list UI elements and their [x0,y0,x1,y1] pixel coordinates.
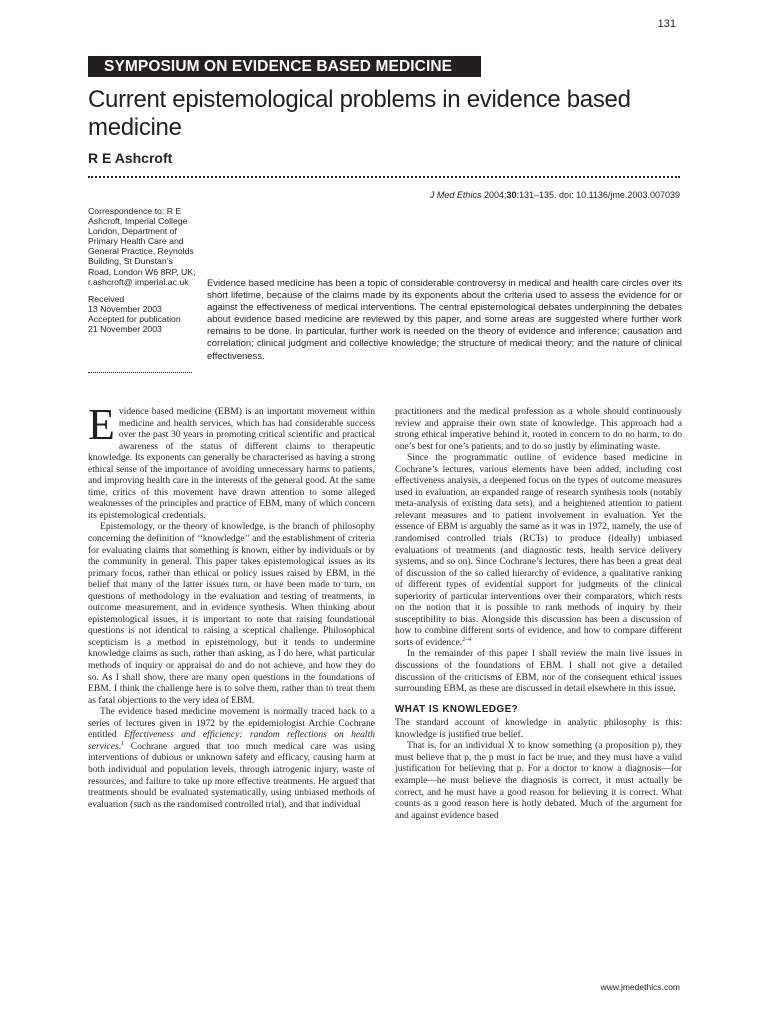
section-banner: SYMPOSIUM ON EVIDENCE BASED MEDICINE [88,56,481,77]
drop-cap: E [88,400,115,449]
paragraph-text: The evidence based medicine movement is normally traced back to a series of lectures given in 1972 by the epidemiologist Archie Cochrane entitled [88,706,375,741]
body-paragraph [395,452,682,648]
body-column-right [395,406,682,821]
body-paragraph: The standard account of knowledge in analytic philosophy is this: knowledge is justified true belief. [395,717,682,740]
article-info-sidebar [88,206,198,334]
abstract: Evidence based medicine has been a topic of considerable controversy in medical and health care circles over its short lifetime, because of the claims made by its exponents about the criteria used to assess the evidence for or against the effectiveness of medical interventions. The central epistemological debates underpinning the debates about evidence based medicine are reviewed by this paper, and some areas are suggested where further work remains to be done. In particular, further work is needed on the theory of evidence and inference; causation and correlation; clinical judgment and collective knowledge; the structure of medical theory; and the nature of clinical effectiveness. [207,278,682,362]
citation-volume: 30 [506,190,517,200]
page-number: 131 [657,18,676,30]
body-paragraph: That is, for an individual X to know something (a proposition p), they must believe that p, the p must in fact be true, and they must have a valid justification for believing that p. For a doctor to know a diagnosis—for example—he must believe the diagnosis is correct, it must actually be correct, and he must have a good reason for believing it is correct. What counts as a good reason here is hotly debated. Much of the argument for and against evidence based [395,740,682,821]
body-paragraph: Epistemology, or the theory of knowledge, is the branch of philosophy concerning the definition of ‘‘knowledge’’ and the establishment of criteria for evaluating claims that something is known, either by individuals or by the community in general. This paper takes epistemological issues as its primary focus, rather than ethical or policy issues raised by EBM, in the belief that many of the latter issues turn, or have been made to turn, on questions of methodology in the evaluation and testing of treatments, in outcome measurement, and in evidence synthesis. When thinking about epistemological issues, it is important to note that raising foundational questions is not identical to raising a sceptical challenge. Philosophical scepticism is a method in epistemology, but it tends to undermine knowledge claims as such, rather than asking, as I do here, what particular methods of inquiry or appraisal do and do not achieve, and how they do so. As I shall show, there are many open questions in the foundations of EBM. I think the challenge here is to solve them, rather than to treat them as fatal objections to the very idea of EBM. [88,521,375,706]
citation-line [430,190,680,200]
paragraph-text: Since the programmatic outline of evidence based medicine in Cochrane’s lectures, various elements have been added, including cost effectiveness analysis, a deepened focus on the types of outcome measures used in evaluation, an expanded range of research synthesis tools (notably meta-analysis of existing data sets), and a heightened attention to patient relevant measures and to patient involvement in evaluation. Yet the essence of EBM is arguably the same as it was in 1972, namely, the use of randomised controlled trials (RCTs) to produce (ideally) unbiased evaluations of treatments (and diagnostic tests, health service delivery systems, and so on). Since Cochrane’s lectures, there has been a great deal of discussion of the so called hierarchy of evidence, a qualitative ranking of different types of evidential support for judgments of the clinical superiority of particular interventions over their comparators, which rests on the notion that it is possible to rank methods of inquiry by their susceptibility to bias. Alongside this discussion has been a discussion of how to combine different sorts of evidence, and how to compare different sorts of evidence. [395,452,682,648]
citation-year: 2004; [483,190,507,200]
author-name: R E Ashcroft [88,150,173,166]
reference-marker: 1 [121,740,125,747]
section-heading: WHAT IS KNOWLEDGE? [395,703,519,715]
body-paragraph: The evidence based medicine movement is normally traced back to a series of lectures given in 1972 by the epidemiologist Archie Cochrane entitled Effectiveness and efficiency: random reflections on health services.$^1$ Cochrane argued that too much medical care was using interventions of dubious or unknown safety and efficacy, causing harm at both individual and population levels, through iatrogenic injury, waste of resources, and failure to take up more effective treatments. He argued that treatments should be evaluated systematically, using unbiased methods of evaluation (such as the randomised controlled trial), and that individual [88,706,375,810]
reference-marker: 2–4 [462,636,472,643]
received-date: 13 November 2003 [88,303,162,314]
dotted-divider [88,176,680,178]
correspondence-text: Correspondence to: R E Ashcroft, Imperial College London, Department of Primary Health Care and General Practice, Reynolds Building, St Dunstan’s Road, London W6 8RP, UK; r.ashcroft@ imperial.ac.uk [88,206,196,287]
paragraph-text: Cochrane argued that too much medical care was using interventions of dubious or unknown safety and efficacy, causing harm at both individual and population levels, through iatrogenic injury, waste of resources, and failure to take up more effective treatments. He argued that treatments should be evaluated systematically, using unbiased methods of evaluation (such as the randomised controlled trial), and that individual [88,740,375,810]
sidebar-divider [88,372,192,373]
body-paragraph [88,400,375,521]
article-title: Current epistemological problems in evidence based medicine [88,86,631,141]
body-paragraph: practitioners and the medical profession as a whole should continuously review and appraise their own state of knowledge. This approach had a strong ethical imperative behind it, rooted in concern to do no harm, to do one’s best for one’s patients, and to do so justly by eliminating waste. [395,406,682,452]
citation-pages-doi: :131–135. doi: 10.1136/jme.2003.007039 [516,190,680,200]
paragraph-text: vidence based medicine (EBM) is an important movement within medicine and health services, which has had considerable success over the past 30 years in promoting critical scientific and practical awareness of the status of different claims to therapeutic knowledge. Its exponents can generally be characterised as having a strong ethical sense of the importance of avoiding unnecessary harms to patients, and improving health care in the interests of the general good. At the same time, critics of this movement have drawn attention to some alleged weaknesses of the principles and practice of EBM, many of which concern its epistemological credentials. [88,406,375,521]
book-title: Effectiveness and efficiency: random reflections on health services [88,729,375,752]
received-label: Received [88,293,125,304]
accepted-date: 21 November 2003 [88,324,162,335]
body-paragraph: In the remainder of this paper I shall review the main live issues in discussions of the foundations of EBM. I shall not give a detailed discussion of the criticisms of EBM, nor of the consequent ethical issues surrounding EBM, as these are discussed in detail elsewhere in this issue. [395,648,682,695]
body-column-left [88,400,375,810]
accepted-label: Accepted for publication [88,313,181,324]
footer-url: www.jmedethics.com [600,982,680,992]
journal-name: J Med Ethics [429,190,482,200]
